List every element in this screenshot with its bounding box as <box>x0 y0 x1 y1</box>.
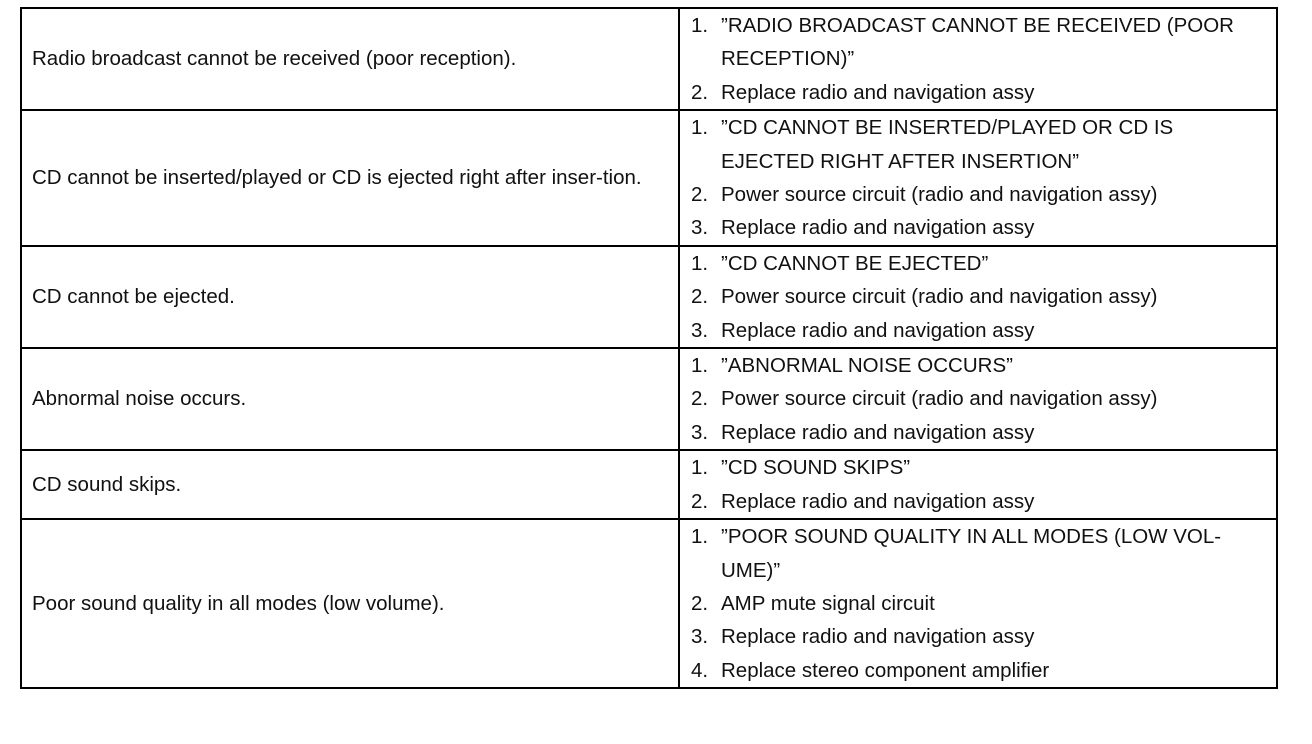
list-item <box>691 654 1268 687</box>
item-text: Replace radio and navigation assy <box>721 80 1035 104</box>
item-text: Replace stereo component amplifier <box>721 658 1050 682</box>
item-text: Replace radio and navigation assy <box>721 318 1035 342</box>
suspected-area-list <box>691 9 1268 109</box>
item-number: 2. <box>691 591 709 615</box>
suspected-area-list <box>691 451 1268 518</box>
list-item <box>691 280 1268 313</box>
item-text: ”CD CANNOT BE EJECTED” <box>721 251 989 275</box>
suspected-area-cell <box>679 246 1277 348</box>
suspected-area-cell <box>679 519 1277 688</box>
item-number: 1. <box>691 14 709 37</box>
table-row <box>22 9 1277 110</box>
list-item <box>691 9 1268 76</box>
table-row <box>22 348 1277 450</box>
list-item <box>691 314 1268 347</box>
suspected-area-list <box>691 520 1268 687</box>
item-text: Power source circuit (radio and navigation assy) <box>721 183 1158 207</box>
item-number: 1. <box>691 354 709 378</box>
symptom-cell <box>22 9 679 110</box>
item-number: 3. <box>691 216 709 240</box>
list-item <box>691 520 1268 587</box>
list-item <box>691 76 1268 109</box>
suspected-area-cell <box>679 9 1277 110</box>
list-item <box>691 485 1268 518</box>
item-text: Power source circuit (radio and navigation assy) <box>721 387 1158 411</box>
item-number: 2. <box>691 387 709 411</box>
table-row <box>22 110 1277 246</box>
symptom-cell <box>22 450 679 519</box>
item-number: 2. <box>691 489 709 513</box>
symptom-table-frame <box>20 7 1278 689</box>
symptom-table <box>22 9 1278 689</box>
symptom-text: Poor sound quality in all modes (low volume). <box>32 591 445 615</box>
item-text: ”POOR SOUND QUALITY IN ALL MODES (LOW VOL-UME)” <box>721 525 1222 582</box>
suspected-area-list <box>691 111 1268 245</box>
item-text: ”RADIO BROADCAST CANNOT BE RECEIVED (POOR RECEPTION)” <box>721 14 1234 71</box>
item-number: 1. <box>691 525 709 549</box>
list-item <box>691 247 1268 280</box>
suspected-area-cell <box>679 110 1277 246</box>
item-number: 2. <box>691 183 709 207</box>
table-row <box>22 519 1277 688</box>
symptom-cell <box>22 246 679 348</box>
item-number: 3. <box>691 318 709 342</box>
item-number: 2. <box>691 285 709 309</box>
symptom-cell <box>22 348 679 450</box>
item-text: Power source circuit (radio and navigation assy) <box>721 285 1158 309</box>
symptom-text: Abnormal noise occurs. <box>32 387 247 411</box>
item-number: 1. <box>691 251 709 275</box>
item-text: Replace radio and navigation assy <box>721 625 1035 649</box>
item-text: Replace radio and navigation assy <box>721 489 1035 513</box>
item-text: ”CD CANNOT BE INSERTED/PLAYED OR CD IS EJECTED RIGHT AFTER INSERTION” <box>721 116 1174 173</box>
item-text: ”CD SOUND SKIPS” <box>721 456 911 480</box>
symptom-text: CD cannot be inserted/played or CD is ejected right after inser-tion. <box>32 166 642 190</box>
symptom-cell <box>22 110 679 246</box>
suspected-area-cell <box>679 348 1277 450</box>
list-item <box>691 620 1268 653</box>
item-number: 3. <box>691 625 709 649</box>
table-row <box>22 450 1277 519</box>
symptom-text: Radio broadcast cannot be received (poor reception). <box>32 47 517 71</box>
item-text: ”ABNORMAL NOISE OCCURS” <box>721 354 1013 378</box>
list-item <box>691 451 1268 484</box>
list-item <box>691 211 1268 244</box>
item-text: AMP mute signal circuit <box>721 591 935 615</box>
symptom-text: CD sound skips. <box>32 472 182 496</box>
item-text: Replace radio and navigation assy <box>721 420 1035 444</box>
list-item <box>691 416 1268 449</box>
item-text: Replace radio and navigation assy <box>721 216 1035 240</box>
suspected-area-list <box>691 247 1268 347</box>
list-item <box>691 178 1268 211</box>
table-row <box>22 246 1277 348</box>
item-number: 4. <box>691 658 709 682</box>
suspected-area-cell <box>679 450 1277 519</box>
list-item <box>691 111 1268 178</box>
list-item <box>691 349 1268 382</box>
item-number: 1. <box>691 456 709 480</box>
suspected-area-list <box>691 349 1268 449</box>
symptom-cell <box>22 519 679 688</box>
list-item <box>691 587 1268 620</box>
list-item <box>691 382 1268 415</box>
item-number: 2. <box>691 80 709 104</box>
item-number: 1. <box>691 116 709 140</box>
item-number: 3. <box>691 420 709 444</box>
symptom-text: CD cannot be ejected. <box>32 285 235 309</box>
